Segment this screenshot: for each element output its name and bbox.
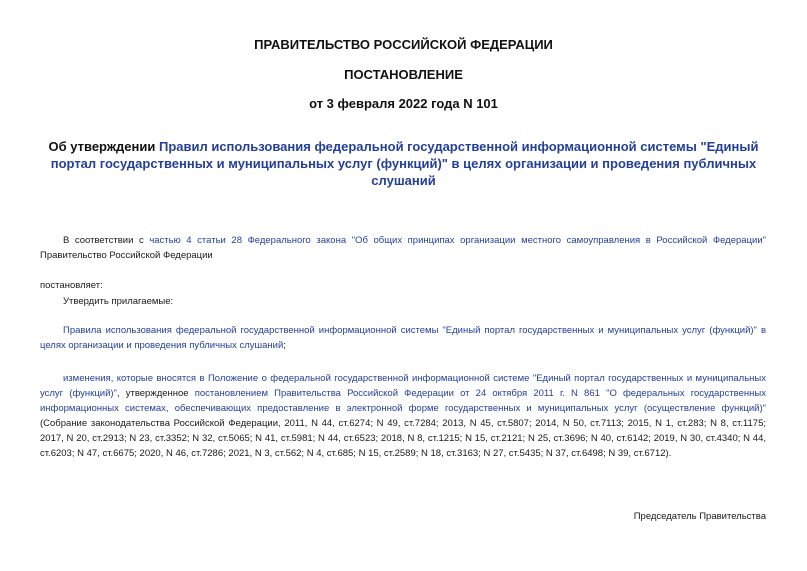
- p4-suffix: ;: [283, 340, 286, 351]
- paragraph-rules: [40, 323, 766, 353]
- signature: Председатель Правительства: [633, 511, 766, 522]
- p5-mid: , утвержденное: [116, 388, 195, 399]
- title-prefix: Об утверждении: [48, 139, 159, 154]
- paragraph-changes: [40, 371, 766, 461]
- document-title: [45, 138, 762, 189]
- p1-prefix: В соответствии с: [63, 235, 150, 246]
- date-number-heading: от 3 февраля 2022 года N 101: [309, 96, 498, 111]
- paragraph-approve: [40, 294, 766, 309]
- document-type-heading: ПОСТАНОВЛЕНИЕ: [344, 67, 463, 82]
- paragraph-decides: постановляет:: [40, 280, 103, 291]
- resolution-861-link[interactable]: постановлением Правительства Российской Федерации от 24 октября 2011 г. N 861 "О федеральных государственных информационных системах, обеспечивающих предоставление в электронной форме государственных и муниципальных услуг (осуществление функций)": [40, 388, 766, 414]
- p3-text: Утвердить прилагаемые:: [63, 296, 174, 307]
- changes-link[interactable]: изменения, которые вносятся в Положение о федеральной государственной информационной системе "Единый портал государственных и муниципальных услуг (функций)": [40, 373, 766, 399]
- rules-link[interactable]: Правила использования федеральной государственной информационной системы "Единый портал государственных и муниципальных услуг (функций)" в целях организации и проведения публичных слушаний: [40, 325, 766, 351]
- p5-suffix: (Собрание законодательства Российской Федерации, 2011, N 44, ст.6274; N 49, ст.7284; 2013, N 45, ст.5807; 2014, N 50, ст.7113; 2015, N 1, ст.283; N 8, ст.1175; 2017, N 20, ст.2913; N 23, ст.3352; N 32, ст.5065; N 41, ст.5981; N 44, ст.6523; 2018, N 8, ст.1215; N 15, ст.2121; N 25, ст.3696; N 40, ст.6142; 2019, N 30, ст.4340; N 44, ст.6203; N 47, ст.6675; 2020, N 46, ст.7286; 2021, N 3, ст.562; N 4, ст.685; N 15, ст.2589; N 18, ст.3163; N 27, ст.5435; N 37, ст.6498; N 39, ст.6712).: [40, 418, 766, 459]
- title-link[interactable]: Правил использования федеральной государственной информационной системы "Единый портал государственных и муниципальных услуг (функций)" в целях организации и проведения публичных слушаний: [50, 139, 759, 188]
- law-article-link[interactable]: частью 4 статьи 28 Федерального закона "Об общих принципах организации местного самоуправления в Российской Федерации": [149, 235, 767, 246]
- p1-suffix: Правительство Российской Федерации: [40, 250, 213, 261]
- government-heading: ПРАВИТЕЛЬСТВО РОССИЙСКОЙ ФЕДЕРАЦИИ: [254, 37, 553, 52]
- paragraph-basis: [40, 233, 766, 263]
